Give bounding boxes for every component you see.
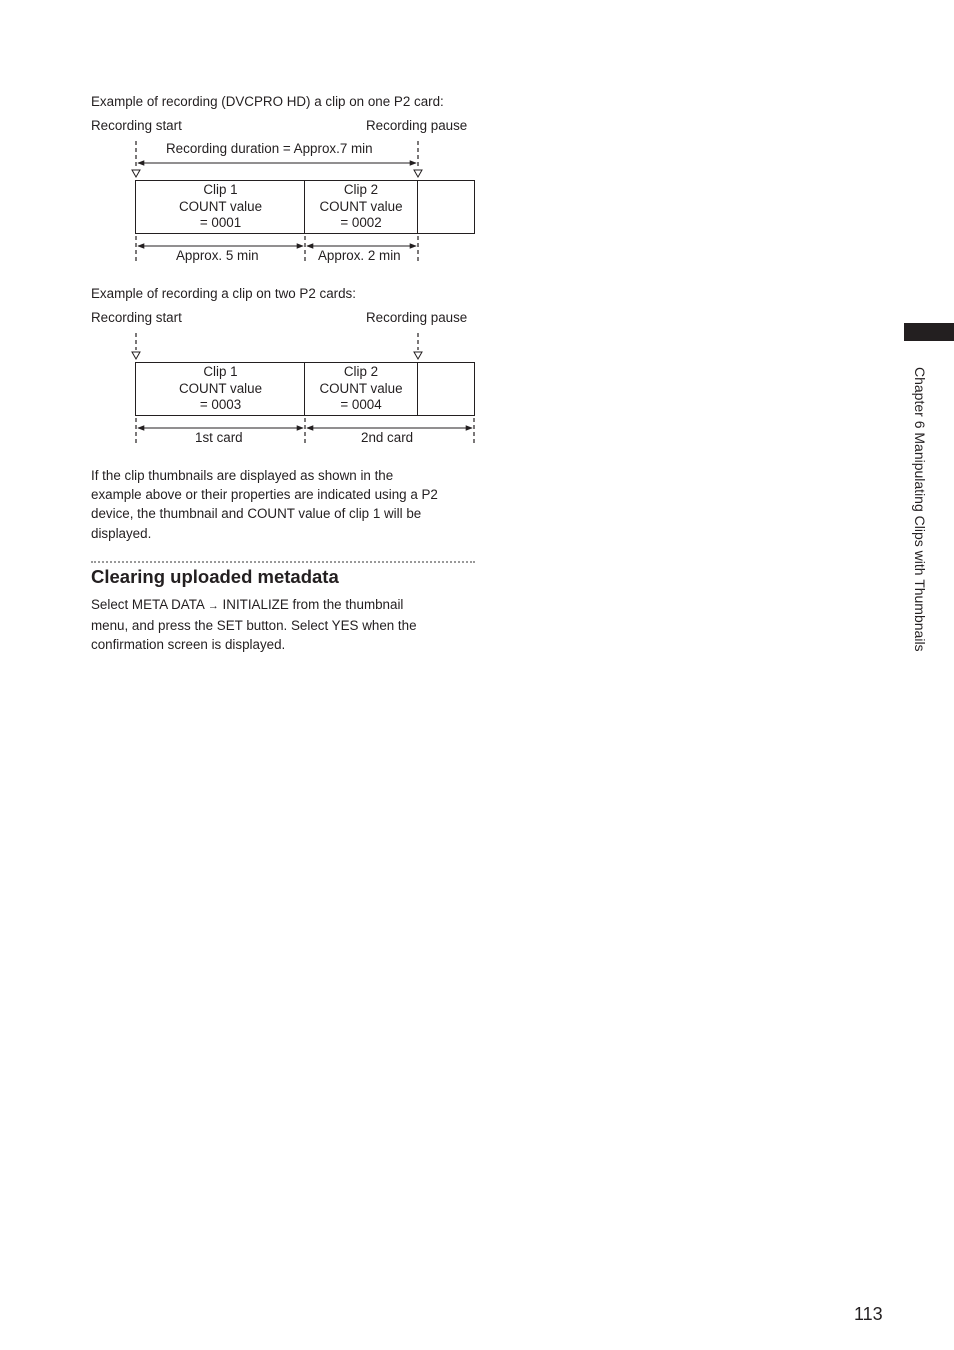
diagram2-clip1-count-label: COUNT value	[178, 380, 263, 396]
section-divider	[91, 561, 475, 563]
diagram1-span1-label: Approx. 5 min	[176, 248, 259, 263]
section-heading: Clearing uploaded metadata	[91, 566, 339, 587]
note-line: displayed.	[91, 525, 152, 541]
section-line: menu, and press the SET button. Select YES when the	[91, 618, 417, 634]
section-paragraph	[91, 595, 481, 655]
diagram2-clip1-count-value: = 0003	[199, 397, 242, 412]
note-paragraph	[91, 466, 481, 543]
section-line	[91, 595, 481, 616]
diagram1-clip1-name: Clip 1	[203, 182, 238, 197]
diagram2-span2-label: 2nd card	[361, 430, 414, 445]
section-line1-end: INITIALIZE from the thumbnail	[218, 597, 404, 612]
diagram2-divider-2	[417, 363, 418, 415]
diagram2-recording-start-label: Recording start	[91, 310, 182, 325]
note-line: device, the thumbnail and COUNT value of clip 1 will be	[91, 506, 422, 522]
diagram1-duration-label: Recording duration = Approx.7 min	[166, 141, 373, 156]
diagram2-clip1-cell	[136, 364, 305, 414]
diagram1-divider-2	[417, 181, 418, 233]
diagram1-clip2-count-value: = 0002	[340, 215, 382, 230]
diagram2-start-triangle-icon	[132, 352, 140, 359]
section-line: confirmation screen is displayed.	[91, 637, 286, 653]
diagram1-clip1-count-value: = 0001	[199, 215, 242, 230]
diagram1-caption: Example of recording (DVCPRO HD) a clip on one P2 card:	[91, 94, 444, 109]
diagram2-clip1-name: Clip 1	[203, 364, 238, 379]
diagram2-clip2-count-value: = 0004	[340, 397, 382, 412]
diagram1-clip2-name: Clip 2	[343, 182, 379, 197]
section-line1-start: Select META DATA	[91, 597, 208, 612]
diagram1-clip2-count-label: COUNT value	[319, 198, 403, 214]
arrow-right-icon: →	[207, 600, 219, 612]
diagram1-pause-triangle-icon	[414, 170, 422, 177]
diagram2-caption: Example of recording a clip on two P2 cards:	[91, 286, 356, 301]
note-line: If the clip thumbnails are displayed as shown in the	[91, 468, 394, 483]
diagram1-recording-start-label: Recording start	[91, 118, 182, 133]
diagram2-recording-pause-label: Recording pause	[366, 310, 468, 325]
diagram2-pause-triangle-icon	[414, 352, 422, 359]
diagram1-clip2-cell	[305, 182, 417, 232]
diagram1-recording-pause-label: Recording pause	[366, 118, 468, 133]
chapter-sidebar-title: Chapter 6 Manipulating Clips with Thumbnails	[912, 367, 928, 652]
page-number: 113	[854, 1304, 883, 1324]
diagram1-span2-label: Approx. 2 min	[318, 248, 401, 263]
diagram1-clip1-count-label: COUNT value	[178, 198, 263, 214]
diagram1-start-triangle-icon	[132, 170, 140, 177]
diagram1-clip1-cell	[136, 182, 305, 232]
diagram2-clip2-count-label: COUNT value	[319, 380, 403, 396]
diagram2-clip2-cell	[305, 364, 417, 414]
note-line: example above or their properties are indicated using a P2	[91, 487, 438, 503]
diagram2-clip2-name: Clip 2	[343, 364, 379, 379]
chapter-tab-marker	[904, 323, 954, 341]
diagram2-span1-label: 1st card	[195, 430, 243, 445]
